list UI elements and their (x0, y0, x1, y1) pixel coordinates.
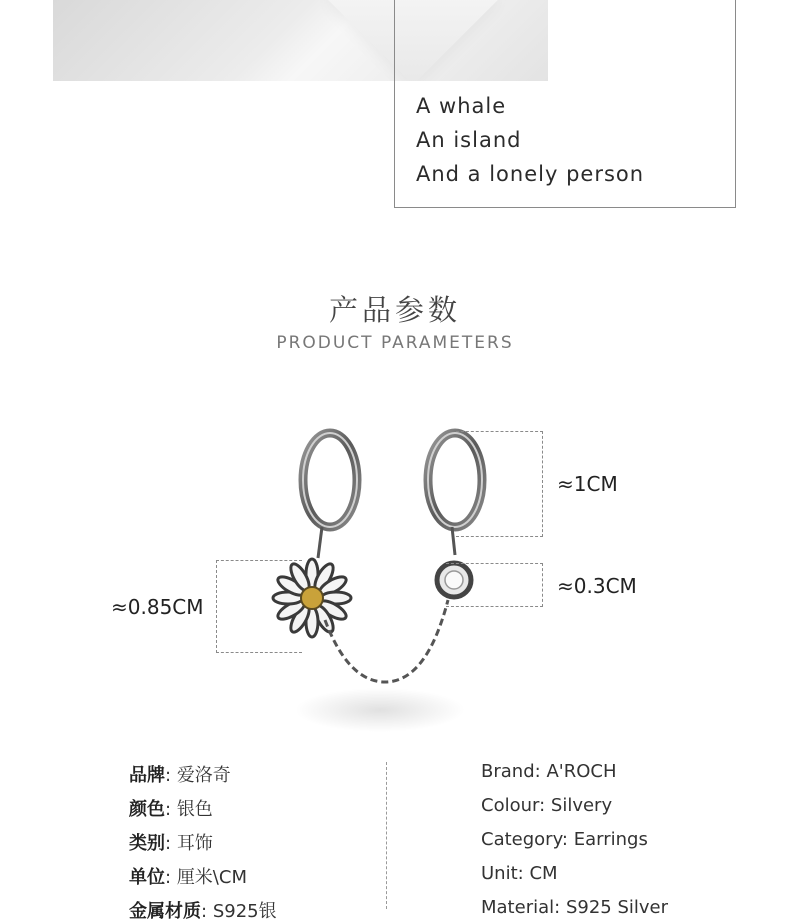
spec-cn-brand (129, 761, 231, 787)
spec-value: CM (529, 863, 558, 884)
section-title-cn: 产品参数 (328, 293, 461, 327)
stone-dimension-label: ≈0.3CM (557, 574, 637, 598)
spec-sep: : (165, 765, 172, 786)
spec-cn-material (129, 897, 277, 923)
section-title-en: PRODUCT PARAMETERS (276, 333, 514, 353)
spec-en-colour (481, 795, 612, 816)
spec-key: Colour (481, 795, 540, 816)
spec-key: 类别 (129, 833, 165, 854)
spec-divider (386, 762, 387, 909)
quote-line-2: An island (416, 128, 522, 152)
spec-en-unit (481, 863, 558, 884)
spec-key: 金属材质 (129, 901, 201, 922)
spec-en-category (481, 829, 648, 850)
spec-sep: : (534, 761, 541, 782)
flower-dimension-label: ≈0.85CM (111, 595, 204, 619)
spec-value: S925 Silver (565, 897, 668, 918)
spec-key: Material (481, 897, 555, 918)
spec-cn-category (129, 829, 213, 855)
spec-sep: : (165, 799, 172, 820)
spec-key: 单位 (129, 867, 165, 888)
spec-value: A'ROCH (546, 761, 617, 782)
spec-en-material (481, 897, 668, 918)
daisy-center (301, 587, 323, 609)
spec-cn-unit (129, 863, 247, 889)
spec-sep: : (201, 901, 208, 922)
quote-line-1: A whale (416, 94, 507, 118)
spec-cn-colour (129, 795, 213, 821)
spec-sep: : (539, 795, 546, 816)
spec-sep: : (554, 897, 561, 918)
spec-en-brand (481, 761, 616, 782)
spec-sep: : (517, 863, 524, 884)
hoop-dimension-bracket (456, 431, 543, 537)
spec-value: Silvery (550, 795, 613, 816)
flower-dimension-bracket (216, 560, 302, 653)
spec-sep: : (165, 867, 172, 888)
spec-key: Unit (481, 863, 518, 884)
spec-sep: : (165, 833, 172, 854)
spec-key: 品牌 (129, 765, 165, 786)
spec-key: Brand (481, 761, 535, 782)
spec-value: 银色 (176, 799, 213, 820)
left-hoop (303, 433, 357, 527)
spec-value: 厘米\CM (176, 867, 247, 888)
hoop-dimension-label: ≈1CM (557, 472, 618, 496)
spec-key: Category (481, 829, 562, 850)
shadow (295, 688, 465, 732)
spec-value: S925银 (212, 901, 277, 922)
stone-dimension-bracket (446, 563, 543, 607)
spec-key: 颜色 (129, 799, 165, 820)
quote-line-3: And a lonely person (416, 162, 645, 186)
spec-value: 耳饰 (176, 833, 213, 854)
spec-value: 爱洛奇 (176, 765, 231, 786)
spec-value: Earrings (573, 829, 648, 850)
spec-sep: : (561, 829, 568, 850)
